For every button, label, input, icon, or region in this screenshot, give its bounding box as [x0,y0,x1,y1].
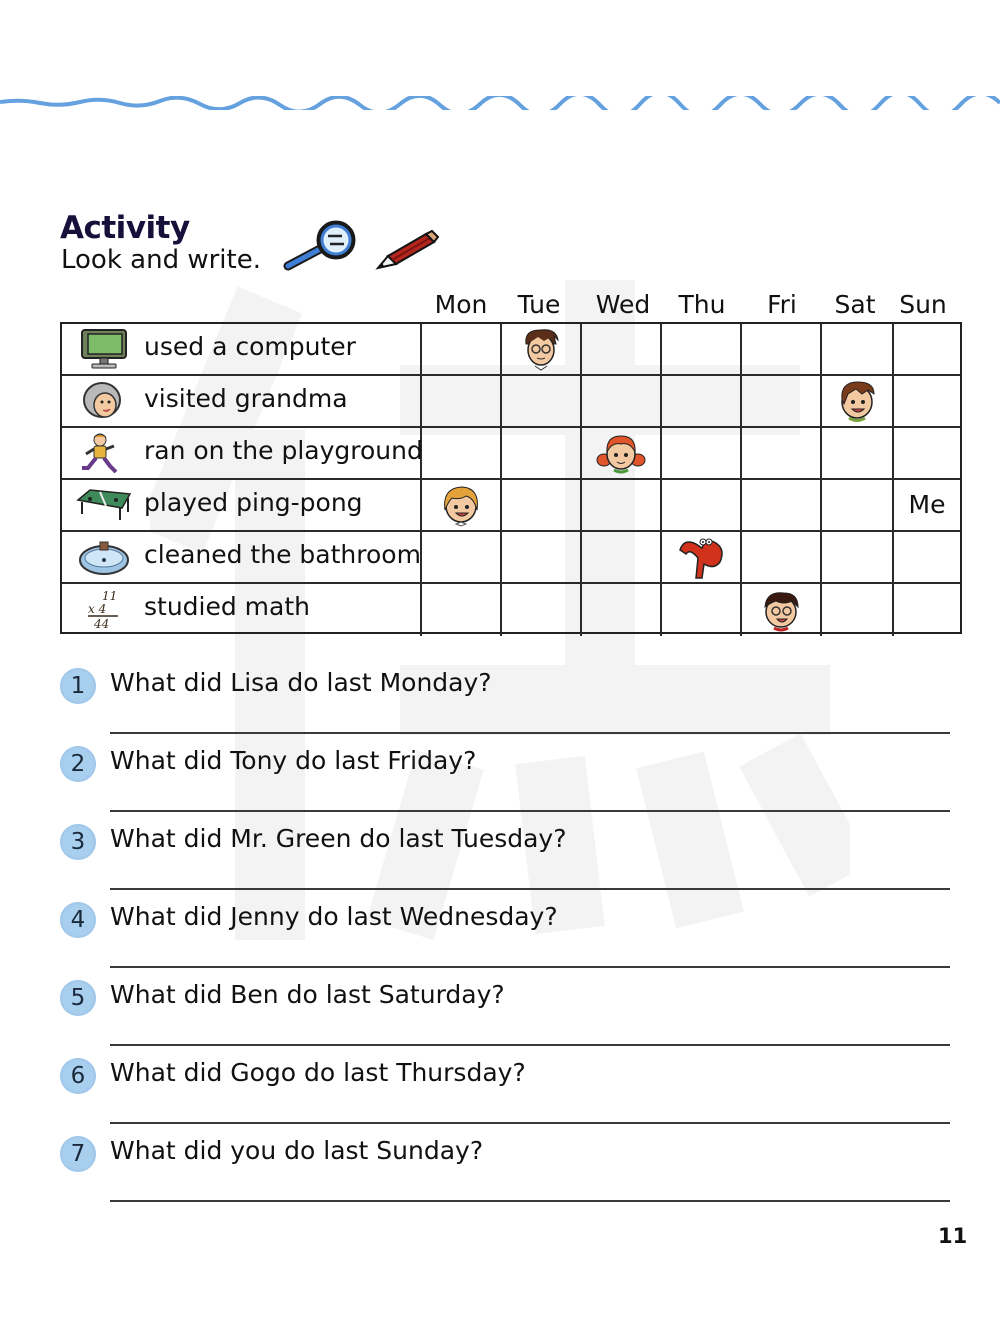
question-text: What did Tony do last Friday? [110,746,477,775]
activity-cell [62,428,422,478]
ping-pong-table-icon [76,484,132,526]
cell-mon[interactable] [422,480,502,530]
day-header-sun: Sun [899,290,947,319]
cell-wed[interactable] [582,324,662,374]
question-text: What did Lisa do last Monday? [110,668,492,697]
cell-fri[interactable] [742,532,822,582]
cell-fri[interactable] [742,324,822,374]
top-decorative-rule [0,96,1000,110]
activity-label: ran on the playground [144,436,423,465]
cell-thu[interactable] [662,428,742,478]
question-number-badge: 6 [60,1058,96,1094]
cell-fri[interactable] [742,428,822,478]
cell-wed[interactable] [582,480,662,530]
cell-thu[interactable] [662,480,742,530]
cell-sat[interactable] [822,532,894,582]
question-text: What did Jenny do last Wednesday? [110,902,558,931]
question-number-badge: 3 [60,824,96,860]
cell-sat[interactable] [822,324,894,374]
activity-label: used a computer [144,332,356,361]
question-item [60,898,960,976]
question-text: What did Ben do last Saturday? [110,980,505,1009]
cell-sat[interactable] [822,584,894,636]
grandma-icon [76,380,132,422]
answer-line[interactable] [110,810,950,812]
cell-tue[interactable] [502,376,582,426]
running-boy-icon [76,432,132,474]
jenny-face [596,428,646,478]
day-header-tue: Tue [517,290,561,319]
cell-thu[interactable] [662,532,742,582]
activity-cell [62,584,422,636]
question-number-badge: 7 [60,1136,96,1172]
answer-line[interactable] [110,888,950,890]
cell-tue[interactable] [502,428,582,478]
answer-line[interactable] [110,732,950,734]
question-text: What did Gogo do last Thursday? [110,1058,526,1087]
activity-label: studied math [144,592,311,621]
ben-face [832,376,882,426]
question-text: What did Mr. Green do last Tuesday? [110,824,567,853]
activity-grid [60,322,962,634]
cell-tue[interactable] [502,324,582,374]
answer-line[interactable] [110,1044,950,1046]
answer-line[interactable] [110,1122,950,1124]
cell-thu[interactable] [662,584,742,636]
cell-wed[interactable] [582,584,662,636]
question-number-badge: 4 [60,902,96,938]
pencil-icon [374,228,442,272]
svg-text:x 4: x 4 [88,602,107,616]
day-header-sat: Sat [834,290,876,319]
activity-title: Activity [60,210,190,246]
activity-cell [62,480,422,530]
cell-sun[interactable] [894,376,960,426]
answer-line[interactable] [110,1200,950,1202]
day-header-thu: Thu [678,290,726,319]
table-row [62,532,960,584]
svg-text:11: 11 [102,589,118,603]
question-item [60,742,960,820]
cell-sat[interactable] [822,428,894,478]
bathtub-icon [76,536,132,578]
tony-face [756,585,806,635]
lisa-face [436,480,486,530]
day-header-row [60,288,962,324]
activity-cell [62,324,422,374]
cell-sat[interactable] [822,376,894,426]
question-item [60,1132,960,1210]
cell-fri[interactable] [742,480,822,530]
cell-mon[interactable] [422,376,502,426]
cell-tue[interactable] [502,532,582,582]
cell-mon[interactable] [422,532,502,582]
cell-fri[interactable] [742,376,822,426]
answer-line[interactable] [110,966,950,968]
question-item [60,820,960,898]
day-header-wed: Wed [595,290,651,319]
cell-thu[interactable] [662,376,742,426]
cell-sun[interactable] [894,584,960,636]
table-row [62,376,960,428]
question-item [60,1054,960,1132]
table-row [62,584,960,636]
table-row [62,480,960,532]
mr-green-face [516,324,566,374]
cell-sat[interactable] [822,480,894,530]
svg-text:44: 44 [94,617,110,630]
gogo-face [676,532,726,582]
table-row [62,324,960,376]
cell-mon[interactable] [422,428,502,478]
cell-sun[interactable] [894,480,960,530]
question-item [60,664,960,742]
question-number-badge: 5 [60,980,96,1016]
cell-fri[interactable] [742,584,822,636]
magnifier-icon [282,220,360,272]
cell-wed[interactable] [582,376,662,426]
activity-label: played ping-pong [144,488,363,517]
question-text: What did you do last Sunday? [110,1136,484,1165]
question-item [60,976,960,1054]
cell-wed[interactable] [582,428,662,478]
day-header-mon: Mon [434,290,488,319]
activity-cell [62,532,422,582]
cell-mon[interactable] [422,584,502,636]
activity-instruction: Look and write. [61,245,261,275]
cell-tue[interactable] [502,480,582,530]
day-header-fri: Fri [767,290,797,319]
cell-wed[interactable] [582,532,662,582]
activity-label: visited grandma [144,384,348,413]
computer-icon [76,328,132,370]
activity-label: cleaned the bathroom [144,540,421,569]
cell-mon[interactable] [422,324,502,374]
cell-sun[interactable] [894,324,960,374]
table-row [62,428,960,480]
me-label: Me [908,490,946,519]
activity-cell [62,376,422,426]
cell-tue[interactable] [502,584,582,636]
question-number-badge: 1 [60,668,96,704]
cell-sun[interactable] [894,428,960,478]
math-icon [76,588,132,630]
cell-thu[interactable] [662,324,742,374]
page-number: 11 [938,1224,968,1248]
question-number-badge: 2 [60,746,96,782]
cell-sun[interactable] [894,532,960,582]
